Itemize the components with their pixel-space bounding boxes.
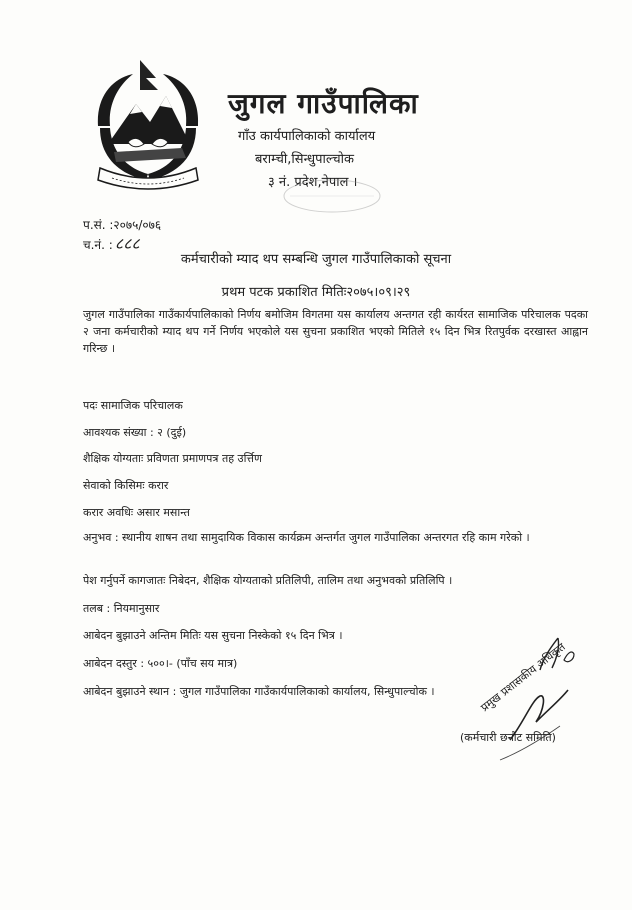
office-stamp-icon	[270, 176, 390, 216]
field-submit-place: आबेदन बुझाउने स्थान : जुगल गाउँपालिका गाउँकार्यपालिकाको कार्यालय, सिन्धुपाल्चोक ।	[83, 685, 435, 698]
notice-body: जुगल गाउँपालिका गाउँकार्यपालिकाको निर्णय बमोजिम विगतमा यस कार्यालय अन्तगत रही कार्यरत सामाजिक परिचालक पदका २ जना कर्मचारीको म्याद थप गर्ने निर्णय भएकोले यस सुचना प्रकाशित भएको मितिले १५ दिन भित्र रितपुर्वक दरखास्त आह्वान गरिन्छ ।	[83, 308, 588, 355]
office-name: गाँउ कार्यपालिकाको कार्यालय	[238, 129, 376, 144]
field-qualification: शैक्षिक योग्यताः प्रविणता प्रमाणपत्र तह उर्त्तिण	[83, 452, 262, 465]
nepal-emblem-icon	[78, 56, 218, 196]
field-contract-period: करार अवधिः असार मसान्त	[83, 506, 190, 519]
field-required-count: आवश्यक संख्या : २ (दुई)	[83, 426, 187, 439]
field-documents: पेश गर्नुपर्ने कागजातः निबेदन, शैक्षिक योग्यताको प्रतिलिपी, तालिम तथा अनुभवको प्रतिलिपि ।	[83, 574, 453, 587]
field-service-type: सेवाको किसिमः करार	[83, 479, 169, 492]
reference-ps: प.सं. :२०७५/०७६	[83, 218, 162, 232]
reference-cn: च.नं. : ८८८	[83, 234, 140, 253]
office-location: बराम्ची,सिन्धुपाल्चोक	[255, 152, 355, 167]
signature-committee: (कर्मचारी छनौट समिति)	[460, 731, 556, 744]
notice-title: कर्मचारीको म्याद थप सम्बन्धि जुगल गाउँपालिकाको सूचना	[180, 252, 452, 267]
field-post: पदः सामाजिक परिचालक	[83, 399, 183, 412]
signature-title: प्रमुख प्रशासकीय अधिकृत	[478, 640, 568, 715]
page-title: जुगल गाउँपालिका	[228, 87, 419, 120]
office-province: ३ नं. प्रदेश,नेपाल ।	[268, 175, 358, 190]
field-fee: आबेदन दस्तुर : ५००।- (पाँच सय मात्र)	[83, 657, 238, 670]
field-salary: तलब : नियमानुसार	[83, 602, 160, 615]
field-deadline: आबेदन बुझाउने अन्तिम मितिः यस सुचना निस्केको १५ दिन भित्र ।	[83, 629, 343, 642]
field-experience: अनुभव : स्थानीय शाषन तथा सामुदायिक विकास कार्यक्रम अन्तर्गत जुगल गाउँपालिका अन्तरगत रहि काम गरेको ।	[83, 531, 530, 544]
publish-date-line: प्रथम पटक प्रकाशित मितिः२०७५।०९।२९	[221, 285, 411, 300]
